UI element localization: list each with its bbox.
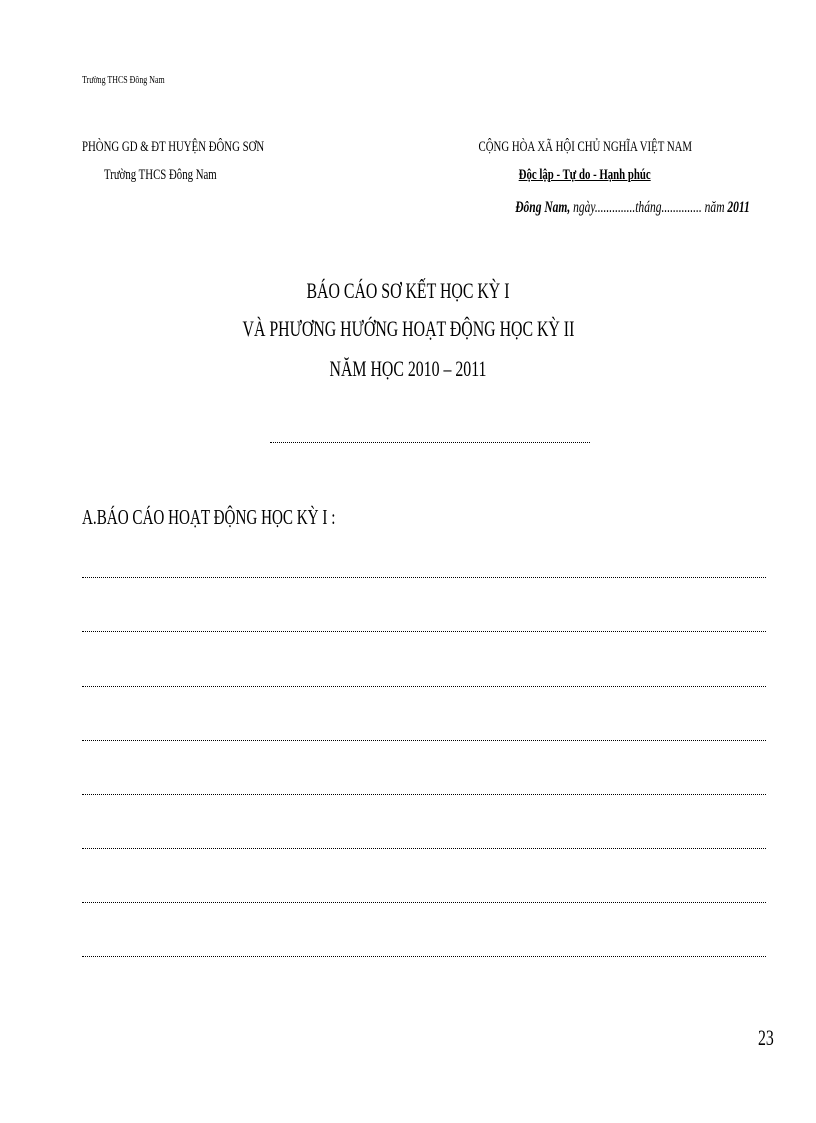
section-a-heading: A.BÁO CÁO HOẠT ĐỘNG HỌC KỲ I : — [82, 505, 336, 529]
answer-line — [82, 740, 766, 741]
national-motto: Độc lập - Tự do - Hạnh phúc — [518, 167, 652, 183]
answer-line — [82, 848, 766, 849]
header-note: Trường THCS Đông Nam — [82, 74, 165, 86]
report-title-line1: BÁO CÁO SƠ KẾT HỌC KỲ I — [306, 278, 510, 303]
page-number: 23 — [758, 1025, 774, 1050]
date-year-label: năm — [704, 199, 725, 216]
national-title: CỘNG HÒA XÃ HỘI CHỦ NGHĨA VIỆT NAM — [478, 139, 692, 155]
date-month-label: tháng — [635, 199, 662, 216]
answer-line — [82, 794, 766, 795]
date-month-dots: .............. — [661, 199, 702, 216]
department-name: PHÒNG GD & ĐT HUYỆN ĐÔNG SƠN — [82, 139, 265, 155]
date-year: 2011 — [727, 199, 750, 216]
school-name: Trường THCS Đông Nam — [104, 167, 217, 183]
date-place: Đông Nam, — [515, 199, 571, 216]
answer-line — [82, 686, 766, 687]
report-title-line2: VÀ PHƯƠNG HƯỚNG HOẠT ĐỘNG HỌC KỲ II — [242, 316, 574, 341]
answer-line — [82, 577, 766, 578]
report-title-line3: NĂM HỌC 2010 – 2011 — [329, 356, 487, 381]
answer-line — [82, 631, 766, 632]
date-day-dots: .............. — [595, 199, 636, 216]
date-day-label: ngày — [573, 199, 596, 216]
answer-line — [82, 956, 766, 957]
title-separator — [270, 442, 590, 443]
answer-line — [82, 902, 766, 903]
date-line — [420, 199, 750, 217]
